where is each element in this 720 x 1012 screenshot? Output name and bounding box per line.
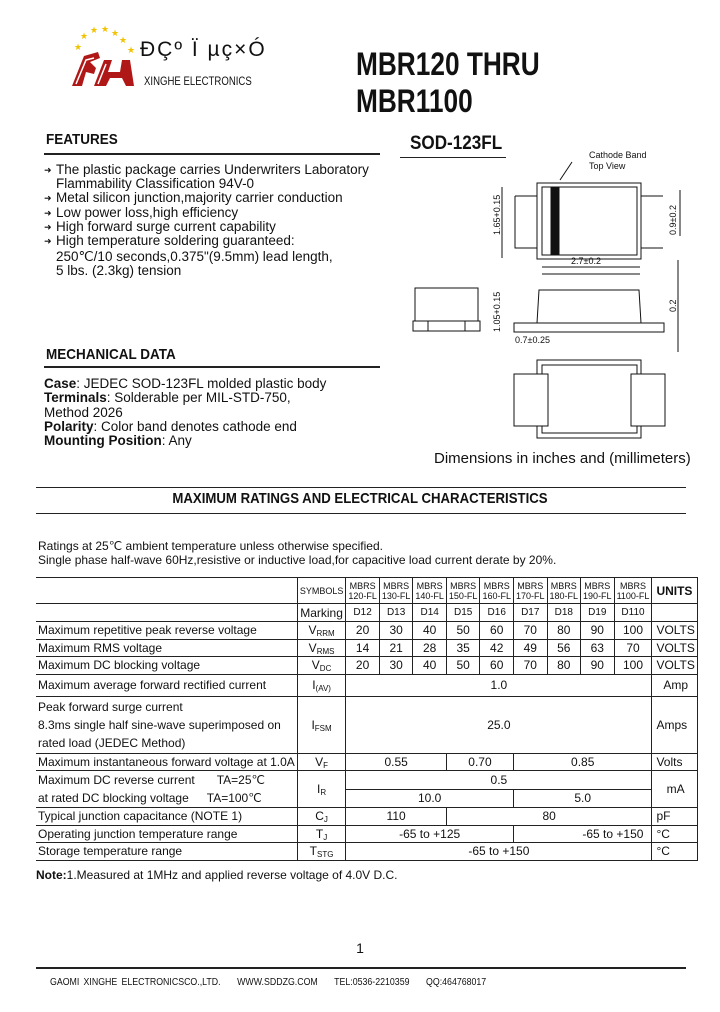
arrow-bullet-icon: ➜	[44, 221, 52, 232]
svg-text:Top View: Top View	[589, 161, 626, 171]
electrical-characteristics-table	[36, 577, 698, 861]
footer-divider	[36, 967, 686, 969]
svg-text:★: ★	[127, 45, 136, 55]
svg-text:0.2: 0.2	[668, 299, 678, 312]
svg-text:★: ★	[74, 42, 83, 52]
table-row-vdc: Maximum DC blocking voltage $V_{DC}$ 20 30 40 50 60 70 80 90 100 VOLTS	[36, 657, 697, 675]
mechanical-data: Case: JEDEC SOD-123FL molded plastic body Terminals: Solderable per MIL-STD-750, Method 2026 Polarity: Color band denotes cathode end Mounting Position: Any	[44, 376, 327, 449]
package-title: SOD-123FL	[410, 133, 503, 154]
marking-row: Marking D12 D13 D14 D15 D16 D17 D18 D19 D110	[36, 604, 697, 622]
website-link[interactable]: WWW.SDDZG.COM	[237, 977, 318, 988]
table-row-ifsm: Peak forward surge current 8.3ms single half sine-wave superimposed on rated load (JEDEC Method) $I_{FSM}$ 25.0 Amps	[36, 696, 697, 753]
ratings-conditions: Ratings at 25℃ ambient temperature unless otherwise specified. Single phase half-wave 60Hz,resistive or inductive load,for capacitive load current derate by 20%.	[38, 539, 557, 567]
svg-text:0.9±0.2: 0.9±0.2	[668, 205, 678, 235]
table-row-tj: Operating junction temperature range $T_J$ -65 to +125 -65 to +150 °C	[36, 825, 697, 843]
mechanical-heading: MECHANICAL DATA	[46, 346, 176, 363]
svg-text:★: ★	[101, 24, 110, 34]
dimensions-note: Dimensions in inches and (millimeters)	[434, 450, 691, 467]
table-row-tstg: Storage temperature range $T_{STG}$ -65 to +150 °C	[36, 843, 697, 861]
footer-contact: GAOMI XINGHE ELECTRONICSCO.,LTD. WWW.SDDZG.COM TEL:0536-2210359 QQ:464768017	[50, 977, 487, 988]
ratings-top-divider	[36, 487, 686, 488]
features-heading: FEATURES	[46, 131, 118, 148]
ratings-bottom-divider	[36, 513, 686, 514]
svg-text:0.7±0.25: 0.7±0.25	[515, 335, 550, 345]
table-row-iav: Maximum average forward rectified current $I_{(AV)}$ 1.0 Amp	[36, 674, 697, 696]
ratings-heading: MAXIMUM RATINGS AND ELECTRICAL CHARACTERISTICS	[172, 490, 548, 507]
svg-text:★: ★	[80, 31, 89, 41]
features-list	[44, 163, 384, 279]
svg-text:★: ★	[90, 25, 99, 35]
table-note: Note:1.Measured at 1MHz and applied reverse voltage of 4.0V D.C.	[36, 868, 398, 882]
arrow-bullet-icon: ➜	[44, 207, 52, 218]
document-title: MBR120 THRU MBR1100	[356, 46, 540, 119]
table-header-row: SYMBOLS MBRS 120-FL MBRS 130-FL MBRS 140-FL MBRS 150-FL MBRS 160-FL MBRS 170-FL MBRS 180-FL MBRS 190-FL MBRS 1100-FL UNITS	[36, 578, 697, 604]
feature-item: ➜ Metal silicon junction,majority carrier conduction	[44, 190, 343, 206]
company-name-en: XINGHE ELECTRONICS	[144, 74, 252, 88]
features-divider	[44, 153, 380, 155]
xinghe-logo-icon	[64, 22, 144, 88]
page-number: 1	[356, 940, 364, 956]
arrow-bullet-icon: ➜	[44, 165, 52, 175]
table-row-vrms: Maximum RMS voltage $V_{RMS}$ 14 21 28 35 42 49 56 63 70 VOLTS	[36, 639, 697, 657]
svg-text:2.7±0.2: 2.7±0.2	[571, 256, 601, 266]
table-row-cj: Typical junction capacitance (NOTE 1) $C_J$ 110 80 pF	[36, 808, 697, 826]
company-name-garbled: ĐÇº Ï µç×Ó	[140, 38, 267, 61]
company-logo	[64, 22, 144, 88]
arrow-bullet-icon: ➜	[44, 236, 52, 247]
table-row-vrrm: Maximum repetitive peak reverse voltage $V_{RRM}$ 20 30 40 50 60 70 80 90 100 VOLTS	[36, 622, 697, 640]
arrow-bullet-icon: ➜	[44, 193, 52, 204]
feature-item: ➜ High forward surge current capability	[44, 218, 276, 234]
svg-text:Cathode Band: Cathode Band	[589, 150, 647, 160]
table-row-vf: Maximum instantaneous forward voltage at 1.0A $V_F$ 0.55 0.70 0.85 Volts	[36, 753, 697, 771]
svg-text:★: ★	[111, 28, 120, 38]
table-row-ir-100: 10.0 5.0	[36, 789, 697, 808]
feature-item: ➜ Low power loss,high efficiency	[44, 204, 239, 220]
table-row-ir-25: Maximum DC reverse current TA=25℃ at rated DC blocking voltage TA=100℃ $I_R$ 0.5 mA	[36, 771, 697, 790]
svg-text:★: ★	[119, 35, 128, 45]
feature-item: ➜ The plastic package carries Underwriters Laboratory Flammability Classification 94V-0	[44, 162, 369, 192]
package-outline-drawing	[400, 140, 700, 460]
mechanical-divider	[44, 366, 380, 368]
svg-text:1.65+0.15: 1.65+0.15	[492, 194, 502, 235]
svg-text:1.05+0.15: 1.05+0.15	[492, 291, 502, 332]
feature-item: ➜ High temperature soldering guaranteed: 250℃/10 seconds,0.375"(9.5mm) lead length, 5 lbs. (2.3kg) tension	[44, 233, 333, 279]
